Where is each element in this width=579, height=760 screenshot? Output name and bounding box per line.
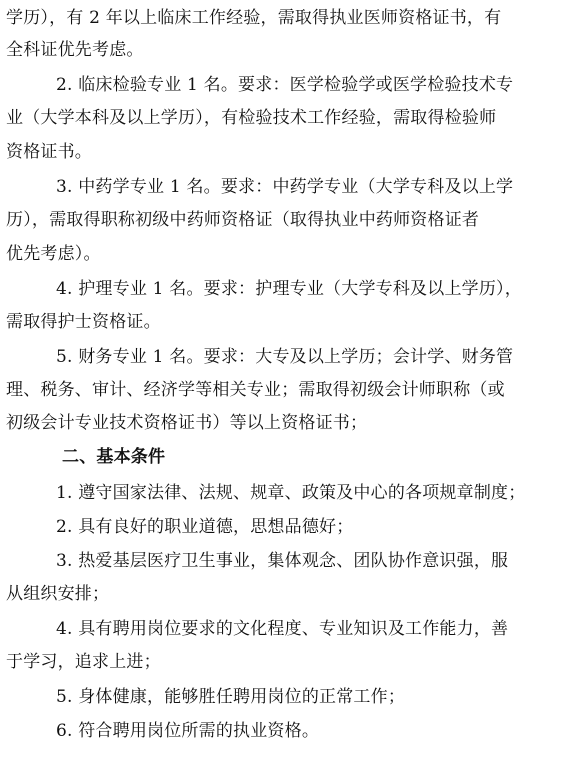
paragraph-line: 3. 中药学专业 1 名。要求：中药学专业（大学专科及以上学	[56, 177, 514, 197]
paragraph-line: 资格证书。	[6, 142, 92, 162]
condition-line: 4. 具有聘用岗位要求的文化程度、专业知识及工作能力，善	[56, 619, 509, 639]
paragraph-line: 初级会计专业技术资格证书）等以上资格证书；	[6, 413, 368, 433]
paragraph-line: 2. 临床检验专业 1 名。要求：医学检验学或医学检验技术专	[56, 75, 514, 95]
condition-line: 5. 身体健康，能够胜任聘用岗位的正常工作；	[56, 687, 406, 707]
condition-line: 1. 遵守国家法律、法规、规章、政策及中心的各项规章制度；	[56, 483, 526, 503]
paragraph-line: 4. 护理专业 1 名。要求：护理专业（大学专科及以上学历），	[56, 279, 522, 299]
paragraph-line: 优先考虑）。	[6, 244, 101, 264]
paragraph-line: 历），需取得职称初级中药师资格证（取得执业中药师资格证者	[6, 210, 480, 230]
condition-line: 3. 热爱基层医疗卫生事业，集体观念、团队协作意识强，服	[56, 551, 509, 571]
condition-line: 6. 符合聘用岗位所需的执业资格。	[56, 721, 320, 741]
paragraph-line: 理、税务、审计、经济学等相关专业；需取得初级会计师职称（或	[6, 380, 505, 400]
condition-line: 从组织安排；	[6, 584, 110, 604]
paragraph-line: 5. 财务专业 1 名。要求：大专及以上学历；会计学、财务管	[56, 347, 514, 367]
paragraph-line: 需取得护士资格证。	[6, 312, 161, 332]
condition-line: 2. 具有良好的职业道德，思想品德好；	[56, 517, 354, 537]
condition-line: 于学习，追求上进；	[6, 652, 161, 672]
paragraph-line: 学历），有 2 年以上临床工作经验，需取得执业医师资格证书，有	[6, 8, 502, 28]
section-heading: 二、基本条件	[62, 447, 166, 467]
paragraph-line: 业（大学本科及以上学历），有检验技术工作经验，需取得检验师	[6, 108, 497, 128]
paragraph-line: 全科证优先考虑。	[6, 40, 144, 60]
